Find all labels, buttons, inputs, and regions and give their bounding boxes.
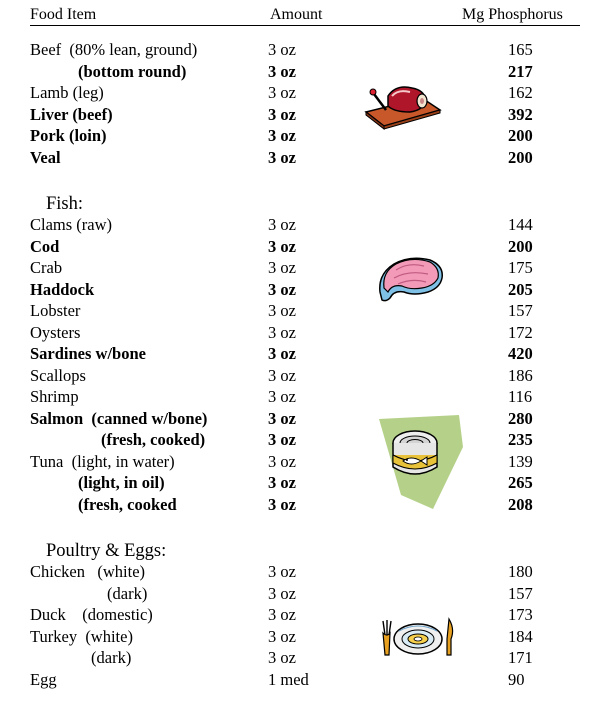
- meat-row: [0, 147, 595, 169]
- meat-row: [0, 104, 595, 126]
- poultry-section-title: Poultry & Eggs:: [46, 541, 167, 561]
- meat-row: [0, 82, 595, 104]
- phosphorus-cell: 162: [508, 83, 533, 102]
- amount-cell: 3 oz: [268, 494, 296, 514]
- food-item-cell: Scallops: [30, 365, 86, 385]
- meat-row: [0, 61, 595, 83]
- phosphorus-cell: 165: [508, 40, 533, 59]
- food-item-cell: Liver (beef): [30, 104, 113, 124]
- food-item-cell: Veal: [30, 147, 61, 167]
- food-item-cell: Beef (80% lean, ground): [30, 40, 198, 59]
- poultry-row: [0, 647, 595, 669]
- amount-cell: 3 oz: [268, 61, 296, 81]
- phosphorus-cell: 280: [508, 408, 533, 428]
- amount-cell: 1 med: [268, 669, 309, 689]
- food-item-cell: (light, in oil): [78, 473, 165, 492]
- phosphorus-cell: 180: [508, 562, 533, 581]
- amount-cell: 3 oz: [268, 258, 296, 277]
- plate-fork-knife-icon: [379, 615, 457, 659]
- header-mg-phosphorus: Mg Phosphorus: [462, 6, 563, 23]
- food-item-cell: (fresh, cooked: [78, 494, 177, 514]
- food-item-cell: Pork (loin): [30, 126, 107, 145]
- amount-cell: 3 oz: [268, 365, 296, 385]
- fish-row: [0, 494, 595, 516]
- amount-cell: 3 oz: [268, 104, 296, 124]
- amount-cell: 3 oz: [268, 583, 296, 603]
- fish-row: [0, 429, 595, 451]
- phosphorus-cell: 200: [508, 147, 533, 167]
- fish-section-title: Fish:: [46, 194, 84, 214]
- amount-cell: 3 oz: [268, 215, 296, 234]
- fish-row: [0, 279, 595, 301]
- food-item-cell: Clams (raw): [30, 215, 113, 234]
- amount-cell: 3 oz: [268, 40, 296, 59]
- header-amount: Amount: [270, 6, 323, 23]
- poultry-row: [0, 583, 595, 605]
- food-item-cell: Cod: [30, 236, 60, 256]
- phosphorus-cell: 172: [508, 322, 533, 342]
- phosphorus-cell: 116: [508, 387, 533, 406]
- fish-row: [0, 343, 595, 365]
- phosphorus-cell: 205: [508, 279, 533, 299]
- poultry-row: [0, 669, 595, 691]
- phosphorus-cell: 392: [508, 104, 533, 124]
- header-rule: [30, 25, 580, 26]
- amount-cell: 3 oz: [268, 83, 296, 102]
- fish-row: [0, 451, 595, 473]
- food-item-cell: Lobster: [30, 301, 81, 320]
- amount-cell: 3 oz: [268, 387, 296, 406]
- poultry-row: [0, 626, 595, 648]
- food-item-cell: Lamb (leg): [30, 83, 104, 102]
- food-item-cell: Shrimp: [30, 387, 79, 406]
- amount-cell: 3 oz: [268, 126, 296, 145]
- amount-cell: 3 oz: [268, 301, 296, 320]
- meat-row: [0, 125, 595, 147]
- food-item-cell: Turkey (white): [30, 626, 133, 646]
- tuna-can-icon: [377, 413, 465, 511]
- phosphorus-cell: 265: [508, 473, 533, 492]
- phosphorus-cell: 175: [508, 258, 533, 277]
- fish-row: [0, 300, 595, 322]
- fish-row: [0, 214, 595, 236]
- fish-row: [0, 322, 595, 344]
- phosphorus-cell: 144: [508, 215, 533, 234]
- fish-row: [0, 386, 595, 408]
- amount-cell: 3 oz: [268, 147, 296, 167]
- amount-cell: 3 oz: [268, 408, 296, 428]
- fish-steak-icon: [374, 252, 446, 304]
- fish-row: [0, 257, 595, 279]
- amount-cell: 3 oz: [268, 648, 296, 667]
- phosphorus-cell: 157: [508, 301, 533, 320]
- phosphorus-cell: 186: [508, 365, 533, 385]
- fish-row: [0, 472, 595, 494]
- food-item-cell: Tuna (light, in water): [30, 451, 175, 471]
- fish-row: [0, 365, 595, 387]
- phosphorus-cell: 200: [508, 236, 533, 256]
- phosphorus-cell: 200: [508, 126, 533, 145]
- fish-row: [0, 236, 595, 258]
- meat-row: [0, 39, 595, 61]
- food-item-cell: Oysters: [30, 322, 81, 342]
- phosphorus-cell: 217: [508, 61, 533, 81]
- amount-cell: 3 oz: [268, 279, 296, 299]
- amount-cell: 3 oz: [268, 451, 296, 471]
- phosphorus-cell: 90: [508, 669, 525, 689]
- amount-cell: 3 oz: [268, 322, 296, 342]
- amount-cell: 3 oz: [268, 344, 296, 363]
- amount-cell: 3 oz: [268, 562, 296, 581]
- food-item-cell: (dark): [91, 648, 132, 667]
- food-item-cell: Haddock: [30, 279, 95, 299]
- food-item-cell: (bottom round): [78, 61, 187, 81]
- meat-icon: [362, 80, 442, 130]
- food-item-cell: (fresh, cooked): [101, 430, 206, 449]
- header-food-item: Food Item: [30, 6, 97, 23]
- phosphorus-cell: 173: [508, 605, 533, 624]
- phosphorus-cell: 420: [508, 344, 533, 363]
- food-item-cell: Salmon (canned w/bone): [30, 408, 208, 428]
- poultry-row: [0, 604, 595, 626]
- fish-row: [0, 408, 595, 430]
- amount-cell: 3 oz: [268, 605, 296, 624]
- phosphorus-cell: 208: [508, 494, 533, 514]
- food-item-cell: (dark): [107, 583, 148, 603]
- phosphorus-cell: 139: [508, 451, 533, 471]
- food-item-cell: Chicken (white): [30, 562, 146, 581]
- amount-cell: 3 oz: [268, 626, 296, 646]
- amount-cell: 3 oz: [268, 473, 296, 492]
- phosphorus-cell: 171: [508, 648, 533, 667]
- food-item-cell: Crab: [30, 258, 63, 277]
- food-item-cell: Sardines w/bone: [30, 344, 146, 363]
- food-item-cell: Duck (domestic): [30, 605, 153, 624]
- phosphorus-cell: 157: [508, 583, 533, 603]
- phosphorus-cell: 235: [508, 430, 533, 449]
- phosphorus-cell: 184: [508, 626, 533, 646]
- food-item-cell: Egg: [30, 669, 57, 689]
- poultry-row: [0, 561, 595, 583]
- amount-cell: 3 oz: [268, 236, 296, 256]
- amount-cell: 3 oz: [268, 430, 296, 449]
